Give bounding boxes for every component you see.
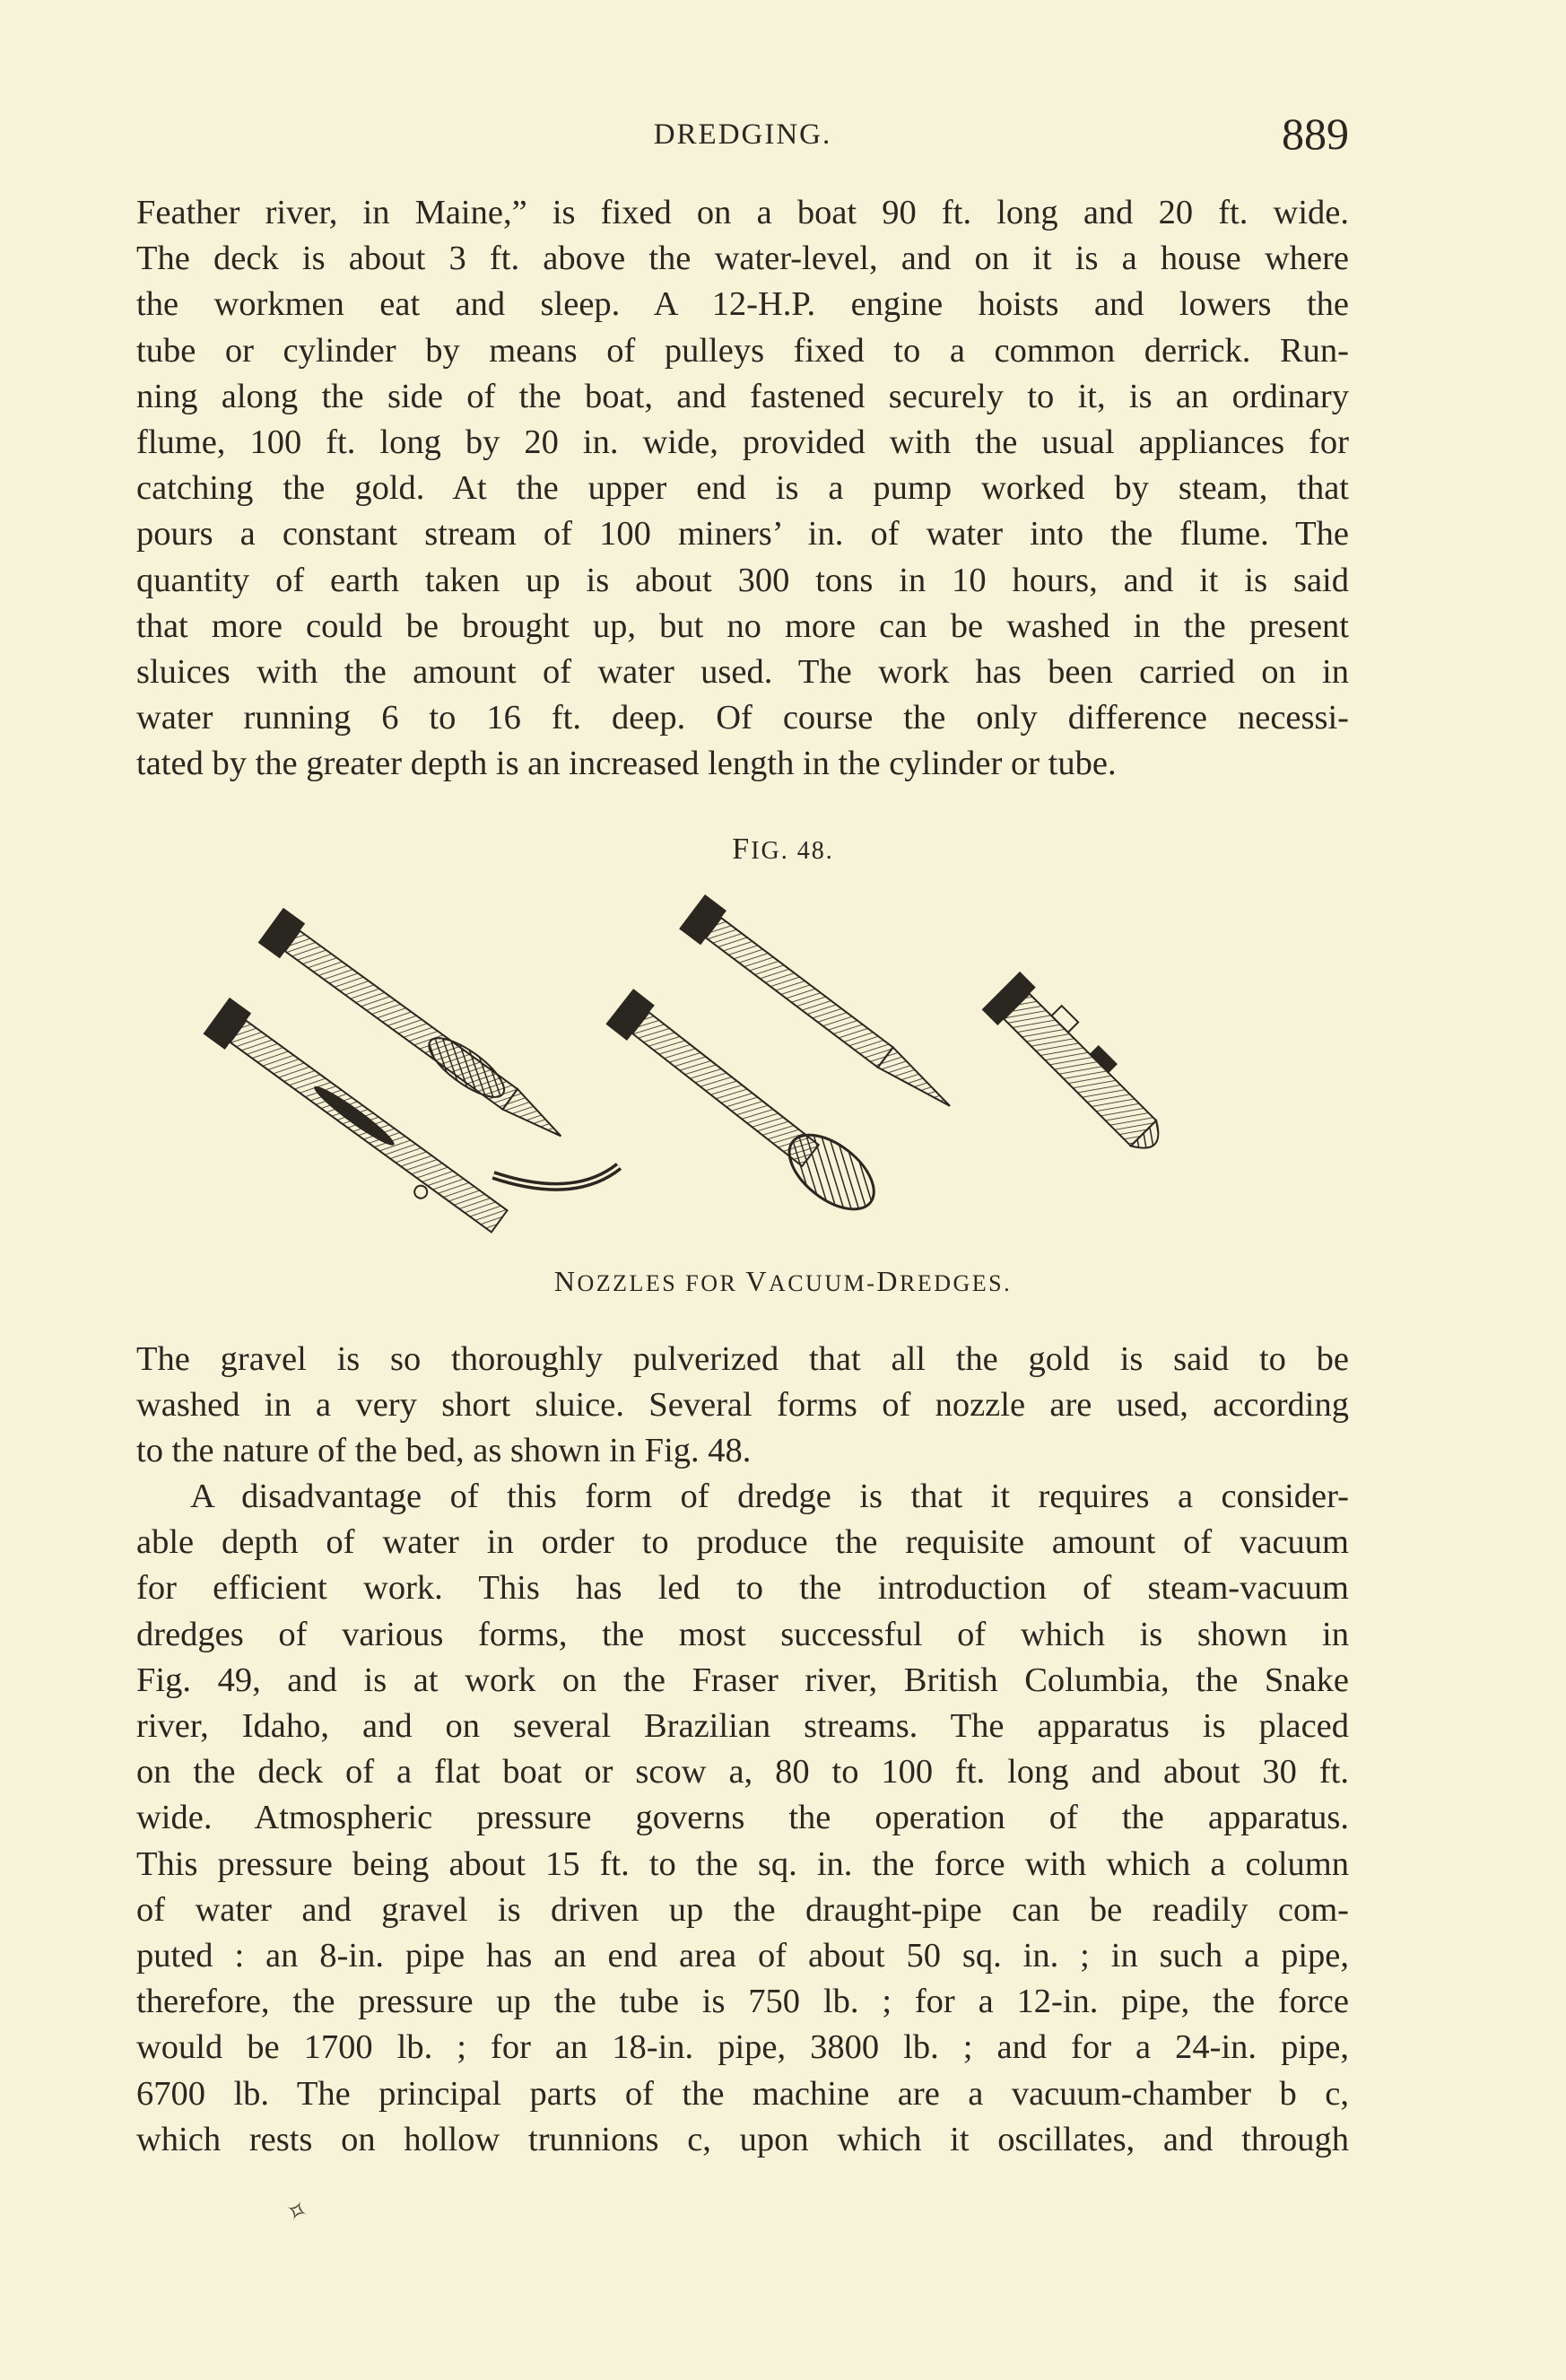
text-line: river, Idaho, and on several Brazilian streams. The apparatus is placed xyxy=(136,1707,1349,1746)
text-line: to the nature of the bed, as shown in Fig. 48. xyxy=(136,1432,752,1470)
text-line: that more could be brought up, but no more can be washed in the present xyxy=(136,606,1349,645)
nozzles-illustration xyxy=(197,879,1292,1256)
text-line: tated by the greater depth is an increased length in the cylinder or tube. xyxy=(136,745,1117,783)
text-line: Feather river, in Maine,” is fixed on a boat 90 ft. long and 20 ft. wide. xyxy=(136,194,1349,231)
text-line: dredges of various forms, the most successful of which is shown in xyxy=(136,1615,1349,1653)
text-line: of water and gravel is driven up the draught-pipe can be readily com- xyxy=(136,1890,1349,1929)
nozzle-blunt xyxy=(982,968,1178,1164)
text-line: Fig. 49, and is at work on the Fraser river, British Columbia, the Snake xyxy=(136,1661,1349,1699)
text-line: catching the gold. At the upper end is a pump worked by steam, that xyxy=(136,469,1349,508)
text-line: would be 1700 lb. ; for an 18-in. pipe, 3800 lb. ; and for a 24-in. pipe, xyxy=(136,2028,1349,2067)
text-line: able depth of water in order to produce the requisite amount of vacuum xyxy=(136,1523,1349,1562)
text-line: washed in a very short sluice. Several forms of nozzle are used, according xyxy=(136,1386,1349,1425)
paragraph-1 xyxy=(136,190,1349,788)
text-line: which rests on hollow trunnions c, upon which it oscillates, and through xyxy=(136,2120,1349,2158)
text-line: tube or cylinder by means of pulleys fixed to a common derrick. Run- xyxy=(136,331,1349,370)
text-line: flume, 100 ft. long by 20 in. wide, provided with the usual appliances for xyxy=(136,423,1349,462)
figure-label: FIG. 48. xyxy=(732,833,834,866)
text-line: therefore, the pressure up the tube is 750 lb. ; for a 12-in. pipe, the force xyxy=(136,1983,1349,2021)
page-number: 889 xyxy=(1282,109,1349,159)
figure-caption: NOZZLES FOR VACUUM-DREDGES. xyxy=(553,1265,1013,1297)
text-line: ning along the side of the boat, and fastened securely to it, is an ordinary xyxy=(136,377,1349,415)
text-line: the workmen eat and sleep. A 12-H.P. engine hoists and lowers the xyxy=(136,285,1349,324)
running-head-title: DREDGING. xyxy=(653,118,832,151)
paragraph-3 xyxy=(136,1474,1349,2163)
nozzle-pointed xyxy=(258,908,574,1154)
text-line: wide. Atmospheric pressure governs the operation of the apparatus. xyxy=(136,1799,1349,1837)
text-line: This pressure being about 15 ft. to the sq. in. the force with which a column xyxy=(136,1844,1349,1883)
text-line: pours a constant stream of 100 miners’ in. of water into the flume. The xyxy=(136,515,1349,554)
text-line: water running 6 to 16 ft. deep. Of course the only difference necessi- xyxy=(136,699,1349,737)
paragraph-2 xyxy=(136,1337,1349,1475)
text-line: 6700 lb. The principal parts of the machine are a vacuum-chamber b c, xyxy=(136,2074,1349,2113)
text-line: sluices with the amount of water used. The work has been carried on in xyxy=(136,653,1349,692)
text-line: puted : an 8-in. pipe has an end area of about 50 sq. in. ; in such a pipe, xyxy=(136,1937,1349,1975)
running-head xyxy=(136,109,1349,169)
text-line: for efficient work. This has led to the introduction of steam-vacuum xyxy=(136,1569,1349,1608)
text-line: quantity of earth taken up is about 300 tons in 10 hours, and it is said xyxy=(136,561,1349,599)
printer-mark-icon: ✧ xyxy=(281,2193,313,2230)
text-line: The gravel is so thoroughly pulverized that all the gold is said to be xyxy=(136,1340,1349,1378)
text-line: The deck is about 3 ft. above the water-level, and on it is a house where xyxy=(136,240,1349,278)
text-line: A disadvantage of this form of dredge is that it requires a consider- xyxy=(190,1478,1349,1515)
text-line: on the deck of a flat boat or scow a, 80 to 100 ft. long and about 30 ft. xyxy=(136,1753,1349,1792)
